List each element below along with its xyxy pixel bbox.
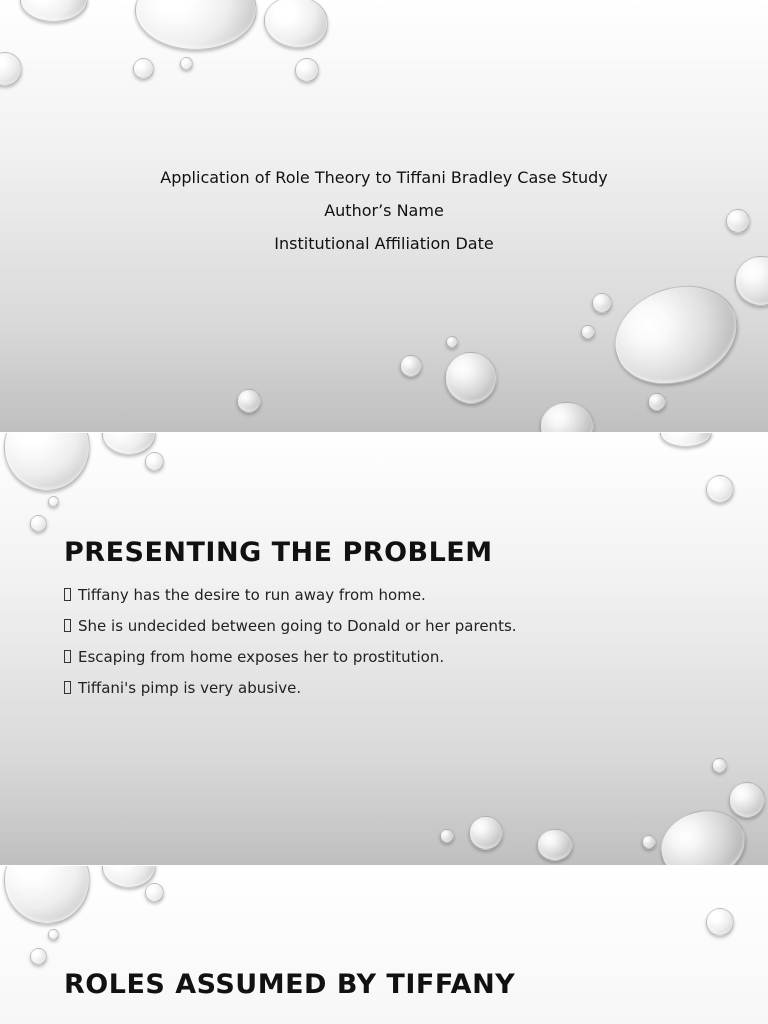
water-drop-decoration bbox=[4, 433, 90, 491]
water-drop-decoration bbox=[440, 829, 454, 843]
slide-heading: PRESENTING THE PROBLEM bbox=[64, 537, 493, 568]
water-drop-decoration bbox=[180, 57, 193, 70]
bullet-icon bbox=[64, 588, 71, 601]
water-drop-decoration bbox=[660, 433, 712, 447]
title-block bbox=[0, 165, 768, 264]
water-drop-decoration bbox=[4, 866, 90, 924]
water-drop-decoration bbox=[592, 293, 612, 313]
water-drop-decoration bbox=[648, 393, 666, 411]
bullet-text: Escaping from home exposes her to prostitution. bbox=[78, 648, 445, 666]
water-drop-decoration bbox=[581, 325, 595, 339]
water-drop-decoration bbox=[400, 355, 422, 377]
water-drop-decoration bbox=[601, 269, 752, 400]
water-drop-decoration bbox=[712, 758, 727, 773]
water-drop-decoration bbox=[20, 0, 88, 22]
bullet-icon bbox=[64, 650, 71, 663]
title-slide bbox=[0, 0, 768, 432]
water-drop-decoration bbox=[537, 829, 573, 861]
water-drop-decoration bbox=[729, 782, 765, 818]
water-drop-decoration bbox=[264, 0, 328, 48]
affiliation-date: Institutional Affiliation Date bbox=[274, 234, 494, 253]
water-drop-decoration bbox=[48, 496, 59, 507]
list-item bbox=[64, 645, 517, 676]
bullet-text: She is undecided between going to Donald or her parents. bbox=[78, 617, 517, 635]
water-drop-decoration bbox=[30, 948, 47, 965]
water-drop-decoration bbox=[30, 515, 47, 532]
water-drop-decoration bbox=[540, 402, 594, 432]
water-drop-decoration bbox=[295, 58, 319, 82]
author-name: Author’s Name bbox=[324, 201, 444, 220]
water-drop-decoration bbox=[706, 475, 734, 503]
bullet-text: Tiffani's pimp is very abusive. bbox=[78, 679, 302, 697]
roles-slide bbox=[0, 866, 768, 1024]
water-drop-decoration bbox=[135, 0, 257, 50]
bullet-list bbox=[64, 583, 517, 707]
presentation-title: Application of Role Theory to Tiffani Bradley Case Study bbox=[160, 168, 608, 187]
bullet-icon bbox=[64, 681, 71, 694]
bullet-icon bbox=[64, 619, 71, 632]
bullet-text: Tiffany has the desire to run away from home. bbox=[78, 586, 426, 604]
water-drop-decoration bbox=[237, 389, 261, 413]
water-drop-decoration bbox=[706, 908, 734, 936]
water-drop-decoration bbox=[446, 336, 458, 348]
list-item bbox=[64, 614, 517, 645]
list-item bbox=[64, 583, 517, 614]
water-drop-decoration bbox=[133, 58, 154, 79]
list-item bbox=[64, 676, 517, 707]
water-drop-decoration bbox=[445, 352, 497, 404]
water-drop-decoration bbox=[102, 433, 156, 455]
water-drop-decoration bbox=[642, 835, 656, 849]
water-drop-decoration bbox=[0, 52, 22, 86]
water-drop-decoration bbox=[145, 883, 164, 902]
slide-heading: ROLES ASSUMED BY TIFFANY bbox=[64, 969, 516, 1000]
water-drop-decoration bbox=[145, 452, 164, 471]
water-drop-decoration bbox=[469, 816, 503, 850]
water-drop-decoration bbox=[48, 929, 59, 940]
problem-slide bbox=[0, 433, 768, 865]
